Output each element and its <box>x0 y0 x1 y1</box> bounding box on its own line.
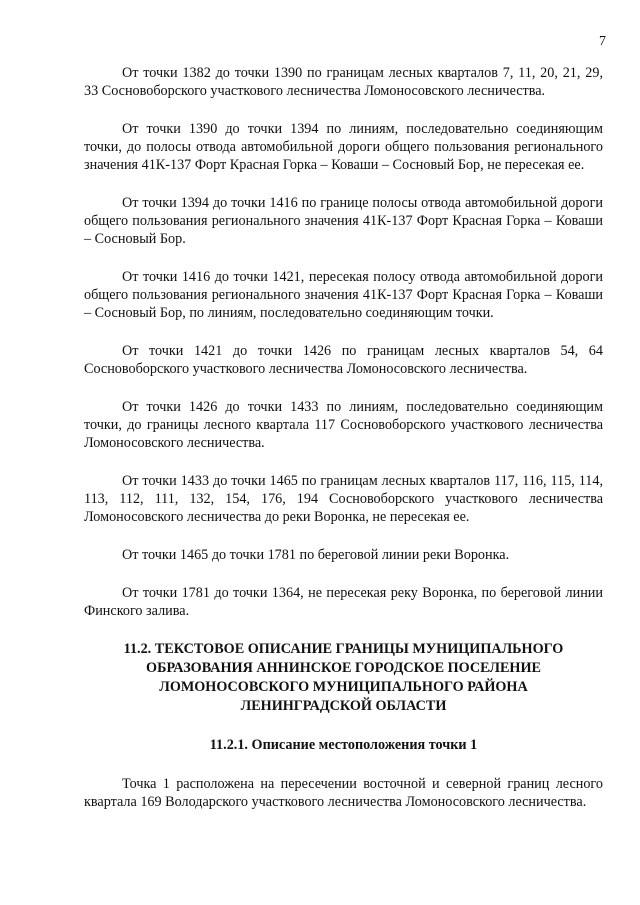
paragraph-1382-1390: От точки 1382 до точки 1390 по границам лесных кварталов 7, 11, 20, 21, 29, 33 Сосновоборского участкового лесничества Ломоносовского лесничества. <box>84 65 603 99</box>
section-heading-line: ЛЕНИНГРАДСКОЙ ОБЛАСТИ <box>240 698 447 714</box>
paragraph-1421-1426: От точки 1421 до точки 1426 по границам лесных кварталов 54, 64 Сосновоборского участкового лесничества Ломоносовского лесничества. <box>84 343 603 377</box>
section-heading-line: 11.2. ТЕКСТОВОЕ ОПИСАНИЕ ГРАНИЦЫ МУНИЦИПАЛЬНОГО <box>123 641 564 657</box>
paragraph-1465-1781: От точки 1465 до точки 1781 по береговой линии реки Воронка. <box>122 547 510 563</box>
section-heading <box>84 640 603 716</box>
section-heading-line: ОБРАЗОВАНИЯ АННИНСКОЕ ГОРОДСКОЕ ПОСЕЛЕНИЕ <box>146 660 541 676</box>
subsection-heading: 11.2.1. Описание местоположения точки 1 <box>209 737 478 753</box>
page-content <box>84 64 603 831</box>
section-heading-line: ЛОМОНОСОВСКОГО МУНИЦИПАЛЬНОГО РАЙОНА <box>159 679 528 695</box>
paragraph-1433-1465: От точки 1433 до точки 1465 по границам лесных кварталов 117, 116, 115, 114, 113, 112, 111, 132, 154, 176, 194 Сосновоборского участкового лесничества Ломоносовского лесничества до реки Воронка, не пересекая ее. <box>84 473 603 525</box>
paragraph-1416-1421: От точки 1416 до точки 1421, пересекая полосу отвода автомобильной дороги общего пользования регионального значения 41К-137 Форт Красная Горка – Коваши – Сосновый Бор, по линиям, последовательно соединяющим точки. <box>84 269 603 321</box>
paragraph-1426-1433: От точки 1426 до точки 1433 по линиям, последовательно соединяющим точки, до границы лесного квартала 117 Сосновоборского участкового лесничества Ломоносовского лесничества. <box>84 399 603 451</box>
paragraph-1394-1416: От точки 1394 до точки 1416 по границе полосы отвода автомобильной дороги общего пользования регионального значения 41К-137 Форт Красная Горка – Коваши – Сосновый Бор. <box>84 195 603 247</box>
paragraph-1781-1364: От точки 1781 до точки 1364, не пересекая реку Воронка, по береговой линии Финского залива. <box>84 585 603 619</box>
paragraph-1390-1394: От точки 1390 до точки 1394 по линиям, последовательно соединяющим точки, до полосы отвода автомобильной дороги общего пользования регионального значения 41К-137 Форт Красная Горка – Коваши – Сосновый Бор, не пересекая ее. <box>84 121 603 173</box>
final-paragraph: Точка 1 расположена на пересечении восточной и северной границ лесного квартала 169 Володарского участкового лесничества Ломоносовского лесничества. <box>84 776 603 810</box>
page-number: 7 <box>599 34 606 49</box>
